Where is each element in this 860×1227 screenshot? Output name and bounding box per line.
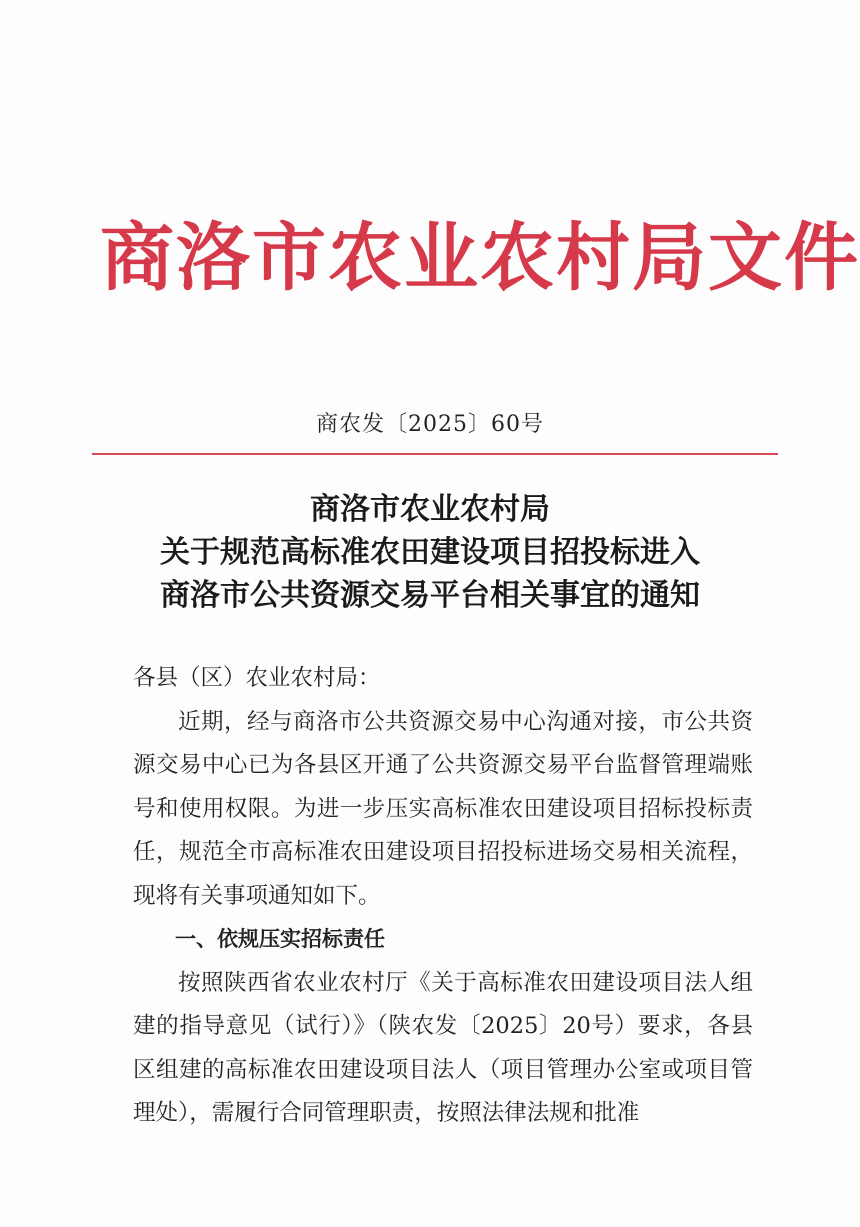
document-number: 商农发〔2025〕60号 bbox=[316, 412, 544, 437]
body-paragraph: 按照陕西省农业农村厅《关于高标准农田建设项目法人组建的指导意见（试行）》（陕农发〔2025〕20号）要求，各县区组建的高标准农田建设项目法人（项目管理办公室或项目管理处），需履行合同管理职责，按照法律法规和批准 bbox=[133, 969, 753, 1126]
title-line: 关于规范高标准农田建设项目招投标进入 bbox=[160, 535, 700, 570]
notice-title bbox=[80, 488, 780, 617]
body-paragraph: 近期，经与商洛市公共资源交易中心沟通对接，市公共资源交易中心已为各县区开通了公共资源交易平台监督管理端账号和使用权限。为进一步压实高标准农田建设项目招标投标责任，规范全市高标准农田建设项目招投标进场交易相关流程，现将有关事项通知如下。 bbox=[133, 708, 753, 909]
title-line: 商洛市公共资源交易平台相关事宜的通知 bbox=[160, 578, 700, 613]
title-line: 商洛市农业农村局 bbox=[310, 492, 550, 527]
salutation: 各县（区）农业农村局： bbox=[133, 665, 381, 691]
section-heading: 一、依规压实招标责任 bbox=[175, 927, 385, 951]
document-masthead: 商洛市农业农村局文件 bbox=[100, 215, 860, 301]
notice-body bbox=[133, 657, 753, 1136]
red-separator-line bbox=[92, 453, 778, 455]
